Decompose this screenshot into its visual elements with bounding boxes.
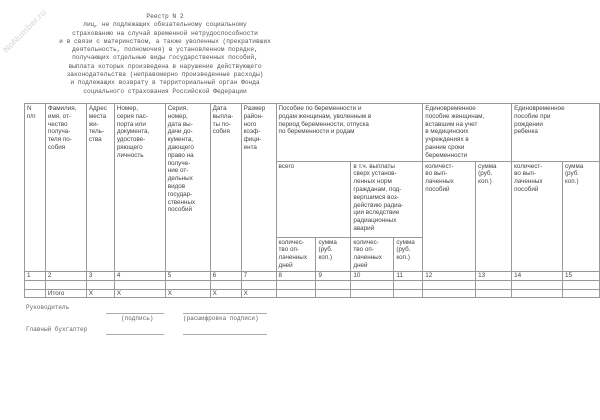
x-mark: X: [86, 289, 114, 298]
header-cell: Номер, серия пас- порта или документа, удостове- ряющего личность: [114, 104, 165, 272]
accountant-decode-line: [183, 334, 267, 335]
head-decode-line: [183, 313, 267, 314]
col-num: 4: [114, 271, 165, 280]
signature-caption: (подпись): [121, 315, 154, 322]
header-cell: Размер район- ного коэф- фици- ента: [241, 104, 276, 272]
x-mark: X: [241, 289, 276, 298]
col-num: 13: [476, 271, 512, 280]
col-num: 1: [25, 271, 46, 280]
header-cell: количест- во вып- лаченных пособий: [512, 161, 563, 271]
x-mark: X: [165, 289, 210, 298]
accountant-label: Главный бухгалтер: [26, 326, 88, 333]
decode-caption: (расшифровка подписи): [183, 315, 259, 322]
header-cell: Серия, номер, дата вы- дачи до- кумента, дающего право на получе- ние от- дельных видов государ- ственных пособий: [165, 104, 210, 272]
x-mark: X: [210, 289, 241, 298]
header-cell: сумма (руб. коп.): [562, 161, 599, 271]
col-num: 8: [276, 271, 316, 280]
col-num: 3: [86, 271, 114, 280]
x-mark: X: [114, 289, 165, 298]
col-num: 6: [210, 271, 241, 280]
col-num: 12: [423, 271, 476, 280]
head-label: Руководитель: [26, 304, 70, 311]
col-num: 5: [165, 271, 210, 280]
header-cell: сумма (руб. коп.): [476, 161, 512, 271]
header-cell: сумма (руб. коп.): [394, 237, 423, 271]
col-num: 14: [512, 271, 563, 280]
header-cell: количест- во вып- лаченных пособий: [423, 161, 476, 271]
header-group-early-registration: Единовременное пособие женщинам, вставшим на учет в медицинских учреждениях в ранние сроки беременности: [423, 104, 512, 162]
header-group-maternity: Пособие по беременности и родам женщинам, уволенным в период беременности, отпуска по беременности и родам: [276, 104, 423, 162]
header-cell: N п/п: [25, 104, 46, 272]
header-cell: количес- тво оп- лаченных дней: [276, 237, 316, 271]
col-num: 15: [562, 271, 599, 280]
total-row: [25, 289, 600, 298]
total-label: Итого: [45, 289, 86, 298]
col-num: 11: [394, 271, 423, 280]
registry-table: [24, 103, 600, 298]
header-cell: Адрес места жи- тель- ства: [86, 104, 114, 272]
accountant-signature-line: [106, 334, 164, 335]
header-cell: сумма (руб. коп.): [316, 237, 351, 271]
table-row: [25, 280, 600, 289]
header-radiation: в т.ч. выплаты сверх установ- ленных норм гражданам, под- вергшимся воз- действию радиа- ции вследствие радиационных аварий: [351, 161, 423, 237]
header-total: всего: [276, 161, 351, 237]
col-num: 10: [351, 271, 394, 280]
watermark: NoNumber.ru: [0, 7, 49, 55]
document-title: Реестр N 2 лиц, не подлежащих обязательному социальному страхованию на случай временной нетрудоспособности и в связи с материнством, а также уволенных (прекративших деятельность, полномочия) в установленном порядке, получающих отдельные виды государственных пособий, выплата которых произведена в нарушение действующего законодательства (неправомерно произведенные расходы) и подлежащих возврату в территориальный орган Фонда социального страхования Российской Федерации: [59, 13, 271, 95]
header-cell: Фамилия, имя, от- чество получа- теля по- собия: [45, 104, 86, 272]
col-num: 7: [241, 271, 276, 280]
header-cell: Дата выпла- ты по- собия: [210, 104, 241, 272]
header-cell: количес- тво оп- лаченных дней: [351, 237, 394, 271]
col-num: 9: [316, 271, 351, 280]
head-signature-line: [106, 313, 164, 314]
column-numbers-row: [25, 271, 600, 280]
header-group-birth: Единовременное пособие при рождении ребенка: [512, 104, 600, 162]
col-num: 2: [45, 271, 86, 280]
